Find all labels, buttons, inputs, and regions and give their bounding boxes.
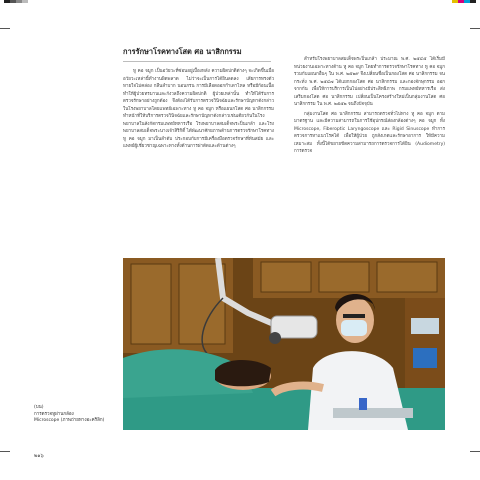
photo-illustration [123, 258, 445, 430]
photo-ent-microscope-exam [123, 258, 445, 430]
page-number: ๒๑๖ [34, 453, 44, 459]
cabinet-door [261, 262, 311, 292]
crop-mark [0, 28, 10, 29]
article-column-right [294, 56, 445, 158]
crop-mark [470, 28, 480, 29]
microscope-lens [269, 332, 281, 344]
article [123, 46, 445, 158]
instrument-tray [333, 408, 413, 418]
paragraph: หู คอ จมูก เป็นอวัยวะที่ซ่อนอยู่เบื้องหลัง ความผิดปกติต่างๆ จะเกิดขึ้นเมื่ออวัยวะเหล่านี้ทำงานผิดพลาด ไม่ว่าจะเป็นการได้ยินลดลง เสียการทรงตัว หายใจไม่คล่อง กลืนลำบาก นอนกรน การมีเลือดออกกำเดาไหล หรือมีก้อนเนื้อ ทำให้ผู้ป่วยทรมานและกังวลถึงความผิดปกติ ผู้ป่วยเหล่านั้น ทำให้ได้รับการตรวจรักษาอย่างถูกต้อง จึงต้องได้รับการตรวจวินิจฉัยและรักษาปัญหาดังกล่าว ในโรงพยาบาลโดยแพทย์เฉพาะทาง หู คอ จมูก หรือแผนกโสต ศอ นาสิกกรรม ทำหน้าที่ให้บริการตรวจวินิจฉัยและรักษาปัญหาดังกล่าวเช่นเดียวกันในโรงพยาบาลในสังกัดกรมแพทย์ทหารเรือ โรงพยาบาลสมเด็จพระปิ่นเกล้า และโรงพยาบาลสมเด็จพระนางเจ้าสิริกิติ์ ได้พัฒนาศักยภาพด้านการตรวจรักษาโรคทาง หู คอ จมูก มาเป็นลำดับ ประกอบกับการมีเครื่องมือตรวจรักษาที่ทันสมัย และแพทย์ผู้เชี่ยวชาญเฉพาะทางทั้งด้านการผ่าตัดและด้านต่างๆ [123, 69, 274, 149]
shelf-equipment [411, 318, 439, 334]
shelf-box [413, 348, 437, 368]
paragraph: กลุ่มงานโสต ศอ นาสิกกรรม สามารถตรวจทั่วไปทาง หู คอ จมูก ตามมาตรฐาน และมีความสามารถในการใช้อุปกรณ์ส่องกล้องต่างๆ คอ จมูก ทั้ง Microscope, Fiberoptic Laryngoscope และ Rigid Sinuscope ทำการตรวจการหาแนวโรคได้ เพื่อให้ผู้ป่วย ถูกสังเกตและรักษาอาการ ให้มีความเหมาะสม ทั้งนี้ได้ขยายขีดความสามารถการตรวจการได้ยิน (Audiometry) การตรวจ [294, 111, 445, 154]
article-title: การรักษาโรคทางโสต ศอ นาสิกกรรม [123, 46, 271, 62]
caption-line: Microscope (ภาพถ่ายทางอะคริลิก) [34, 418, 105, 423]
article-columns [123, 57, 445, 158]
patient-hair [215, 360, 271, 386]
article-column-left [123, 68, 274, 158]
caption-line: การตรวจหูผ่านกล้อง [34, 411, 74, 417]
crop-mark [470, 451, 480, 452]
cabinet-door [319, 262, 369, 292]
doctor-mask [341, 320, 367, 336]
crop-mark [0, 451, 10, 452]
registration-marks-right [452, 0, 476, 3]
registration-marks-left [4, 0, 28, 3]
doctor-glasses [343, 314, 365, 318]
photo-caption [34, 405, 126, 425]
tray-bottle [359, 398, 367, 410]
cabinet-door [131, 264, 171, 344]
caption-line: (บน) [34, 405, 44, 410]
paragraph: สำหรับโรงพยาบาลสมเด็จพระปิ่นเกล้า ประมาณ พ.ศ. ๒๕๔๕ ได้เริ่มมีหน่วยงานเฉพาะทางด้าน หู คอ จมูก โดยทำการตรวจรักษาโรคทาง หู คอ จมูก รวมกับแผนกอื่นๆ ใน พ.ศ. ๒๕๒๙ จึงเปลี่ยนชื่อเป็นกองโสต ศอ นาสิกกรรม จนกระทั่ง พ.ศ. ๒๕๔๗ ได้แยกกองโสต ศอ นาสิกกรรม และกองจักษุกรรม ออกจากกัน เพื่อให้การบริการเป็นไปอย่างมีประสิทธิภาพ กรมแพทย์ทหารเรือ ส่งเสริมกองโสต ศอ นาสิกกรรม เปลี่ยนเป็นโครงสร้างใหม่เป็นกลุ่มงานโสต ศอ นาสิกกรรม ใน พ.ศ. ๒๕๕๒ จนถึงปัจจุบัน [294, 57, 445, 107]
cabinet-door [377, 262, 437, 292]
